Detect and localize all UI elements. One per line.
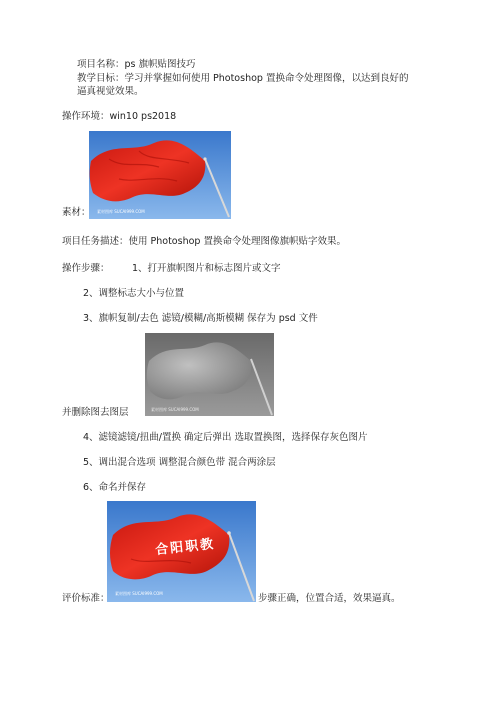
- material-label: 素材：: [62, 207, 91, 218]
- material-watermark: 素材图库 SUCAI999.COM: [97, 209, 145, 214]
- grayscale-watermark: 素材图库 SUCAI999.COM: [151, 407, 199, 412]
- step-1: 1、打开旗帜图片和标志图片或文字: [132, 263, 281, 274]
- flag-text: 合阳职教: [154, 536, 216, 559]
- eval-text: 步骤正确，位置合适，效果逼真。: [258, 593, 401, 604]
- result-watermark: 素材图库 SUCAI999.COM: [115, 591, 163, 596]
- steps-title: 操作步骤：: [62, 263, 110, 274]
- step-6: 6、命名并保存: [83, 482, 147, 493]
- eval-label: 评价标准：: [62, 593, 110, 604]
- step-5: 5、调出混合选项 调整混合颜色带 混合两涂层: [83, 457, 276, 468]
- teaching-goal-line1: 教学目标：学习并掌握如何使用 Photoshop 置换命令处理图像，以达到良好的: [77, 73, 409, 84]
- step-3: 3、旗帜复制/去色 滤镜/模糊/高斯模糊 保存为 psd 文件: [83, 313, 318, 324]
- environment: 操作环境：win10 ps2018: [62, 111, 177, 122]
- teaching-goal-line2: 逼真视觉效果。: [77, 86, 144, 97]
- result-flag-image: [107, 501, 256, 602]
- step-4: 4、滤镜滤镜/扭曲/置换 确定后弹出 选取置换图，选择保存灰色图片: [83, 432, 368, 443]
- task-description: 项目任务描述：使用 Photoshop 置换命令处理图像旗帜贴字效果。: [62, 236, 346, 247]
- grayscale-flag-image: [145, 333, 274, 416]
- step-2: 2、调整标志大小与位置: [83, 288, 185, 299]
- project-name: 项目名称：ps 旗帜贴图技巧: [77, 59, 196, 70]
- material-flag-image: [89, 131, 231, 219]
- step-3-continued: 并删除图去图层: [62, 407, 129, 418]
